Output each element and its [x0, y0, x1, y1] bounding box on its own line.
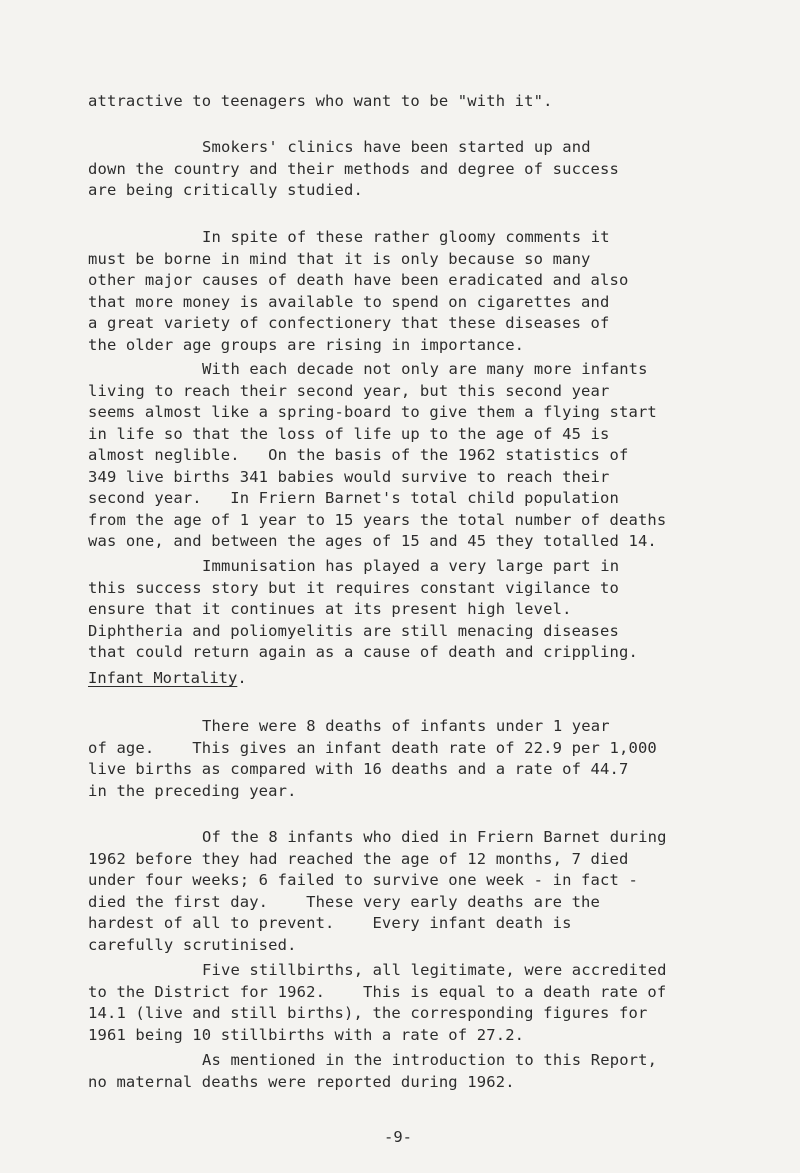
text-line: 14.1 (live and still births), the corresponding figures for: [88, 1004, 648, 1022]
text-line: other major causes of death have been eradicated and also: [88, 271, 629, 289]
section-heading-text: Infant Mortality: [88, 669, 238, 687]
text-line: carefully scrutinised.: [88, 935, 297, 954]
text-line: a great variety of confectionery that these diseases of: [88, 314, 610, 332]
text-line: that could return again as a cause of death and crippling.: [88, 643, 638, 661]
text-line: live births as compared with 16 deaths and a rate of 44.7: [88, 760, 629, 778]
text-line: was one, and between the ages of 15 and 45 they totalled 14.: [88, 532, 657, 550]
text-line: living to reach their second year, but this second year: [88, 381, 610, 400]
text-line: Five stillbirths, all legitimate, were accredited: [202, 961, 667, 979]
paragraph-each-decade: [88, 359, 666, 553]
paragraph-eight-infants: [88, 827, 667, 956]
paragraph-continuation: [88, 91, 553, 113]
text-line: second year. In Friern Barnet's total child population: [88, 489, 619, 507]
paragraph-maternal-deaths: [88, 1050, 657, 1093]
text-line: hardest of all to prevent. Every infant death is: [88, 914, 572, 932]
text-line: this success story but it requires constant vigilance to: [88, 578, 619, 597]
section-heading: [88, 668, 247, 690]
text-line: seems almost like a spring-board to give them a flying start: [88, 403, 657, 421]
paragraph-infant-deaths: [88, 716, 657, 802]
paragraph-smokers-clinics: [88, 137, 619, 202]
text-line: Smokers' clinics have been started up and: [202, 138, 591, 156]
text-line: 349 live births 341 babies would survive to reach their: [88, 467, 610, 486]
text-line: almost neglible. On the basis of the 1962 statistics of: [88, 446, 629, 464]
text-line: from the age of 1 year to 15 years the total number of deaths: [88, 510, 667, 529]
text-line: With each decade not only are many more infants: [202, 360, 648, 378]
text-line: the older age groups are rising in importance.: [88, 335, 525, 354]
text-line: died the first day. These very early deaths are the: [88, 892, 601, 911]
paragraph-gloomy-comments: [88, 227, 628, 356]
text-line: that more money is available to spend on cigarettes and: [88, 292, 610, 311]
text-line: of age. This gives an infant death rate of 22.9 per 1,000: [88, 738, 657, 757]
text-line: As mentioned in the introduction to this Report,: [202, 1051, 658, 1069]
text-line: 1961 being 10 stillbirths with a rate of 27.2.: [88, 1025, 525, 1044]
text-line: down the country and their methods and degree of success: [88, 159, 619, 178]
text-line: There were 8 deaths of infants under 1 year: [202, 717, 610, 735]
text-line: In spite of these rather gloomy comments it: [202, 228, 610, 246]
section-heading-suffix: .: [237, 669, 247, 687]
text-line: under four weeks; 6 failed to survive one week - in fact -: [88, 871, 638, 889]
text-line: attractive to teenagers who want to be "with it".: [88, 92, 553, 110]
text-line: Diphtheria and poliomyelitis are still menacing diseases: [88, 621, 619, 640]
text-line: must be borne in mind that it is only because so many: [88, 249, 591, 268]
paragraph-immunisation: [88, 556, 638, 664]
text-line: no maternal deaths were reported during 1962.: [88, 1072, 515, 1091]
text-line: are being critically studied.: [88, 181, 363, 199]
text-line: ensure that it continues at its present high level.: [88, 600, 572, 618]
text-line: 1962 before they had reached the age of 12 months, 7 died: [88, 849, 629, 868]
paragraph-stillbirths: [88, 960, 667, 1046]
text-line: to the District for 1962. This is equal to a death rate of: [88, 982, 667, 1001]
text-line: Of the 8 infants who died in Friern Barnet during: [202, 828, 667, 846]
page-number: -9-: [384, 1128, 412, 1146]
text-line: in life so that the loss of life up to the age of 45 is: [88, 424, 610, 443]
text-line: Immunisation has played a very large part in: [202, 557, 620, 575]
text-line: in the preceding year.: [88, 781, 297, 800]
